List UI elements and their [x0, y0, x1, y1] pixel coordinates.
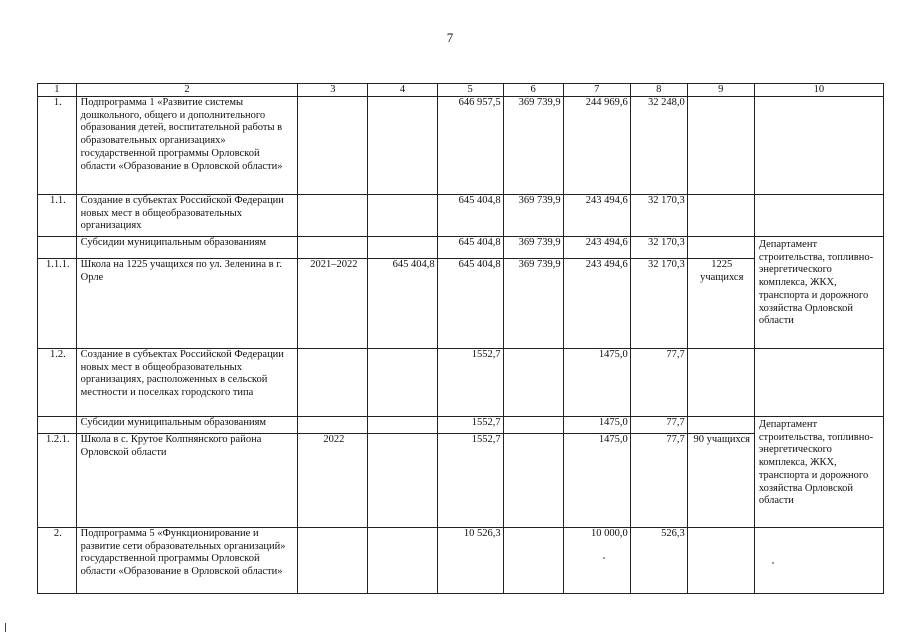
row-department: Департамент строительства, топливно-энергетического комплекса, ЖКХ, транспорта и дорожного хозяйства Орловской области	[754, 237, 883, 349]
row-cost	[368, 349, 437, 417]
row-number: 1.1.1.	[38, 259, 77, 349]
row-capacity	[687, 417, 754, 434]
row-number	[38, 417, 77, 434]
row-value-7: 243 494,6	[563, 195, 630, 237]
row-name: Субсидии муниципальным образованиям	[76, 237, 298, 259]
column-header: 9	[687, 84, 754, 97]
column-header: 8	[630, 84, 687, 97]
row-value-7: 10 000,0	[563, 528, 630, 594]
row-value-6: 369 739,9	[503, 237, 563, 259]
row-capacity	[687, 237, 754, 259]
row-capacity	[687, 528, 754, 594]
row-value-5: 1552,7	[437, 349, 503, 417]
row-number: 1.2.1.	[38, 434, 77, 528]
row-years	[298, 528, 368, 594]
row-name: Субсидии муниципальным образованиям	[76, 417, 298, 434]
row-name: Школа в с. Крутое Колпнянского района Орловской области	[76, 434, 298, 528]
row-capacity	[687, 195, 754, 237]
header-row	[38, 84, 884, 97]
row-name: Создание в субъектах Российской Федерации новых мест в общеобразовательных организациях	[76, 195, 298, 237]
row-cost	[368, 195, 437, 237]
row-number	[38, 237, 77, 259]
row-value-8: 77,7	[630, 434, 687, 528]
row-department: Департамент строительства, топливно-энергетического комплекса, ЖКХ, транспорта и дорожного хозяйства Орловской области	[754, 417, 883, 528]
row-value-6: 369 739,9	[503, 195, 563, 237]
row-department	[754, 195, 883, 237]
row-value-6	[503, 434, 563, 528]
column-header: 1	[38, 84, 77, 97]
row-name: Подпрограмма 5 «Функционирование и развитие сети образовательных организаций» государственной программы Орловской области «Образование в Орловской области»	[76, 528, 298, 594]
page-number: 7	[446, 30, 454, 45]
row-value-6	[503, 349, 563, 417]
row-department	[754, 528, 883, 594]
column-header: 3	[298, 84, 368, 97]
table-row	[38, 528, 884, 594]
row-years	[298, 349, 368, 417]
row-value-8: 77,7	[630, 417, 687, 434]
row-number: 1.1.	[38, 195, 77, 237]
row-value-8: 32 170,3	[630, 195, 687, 237]
column-header: 7	[563, 84, 630, 97]
row-number: 2.	[38, 528, 77, 594]
row-cost	[368, 528, 437, 594]
column-header: 4	[368, 84, 437, 97]
row-value-5: 645 404,8	[437, 259, 503, 349]
row-years: 2022	[298, 434, 368, 528]
row-value-7: 1475,0	[563, 417, 630, 434]
row-years: 2021–2022	[298, 259, 368, 349]
row-years	[298, 97, 368, 195]
table-row	[38, 417, 884, 434]
row-value-7: 243 494,6	[563, 259, 630, 349]
column-header: 5	[437, 84, 503, 97]
row-cost: 645 404,8	[368, 259, 437, 349]
column-header: 6	[503, 84, 563, 97]
table-row	[38, 97, 884, 195]
column-header: 2	[76, 84, 298, 97]
row-value-6: 369 739,9	[503, 97, 563, 195]
row-value-5: 646 957,5	[437, 97, 503, 195]
row-value-5: 1552,7	[437, 417, 503, 434]
row-cost	[368, 237, 437, 259]
scan-speck	[603, 557, 605, 559]
row-number: 1.2.	[38, 349, 77, 417]
row-years	[298, 417, 368, 434]
table-row	[38, 237, 884, 259]
scan-mark	[5, 623, 6, 632]
row-value-5: 645 404,8	[437, 195, 503, 237]
row-value-8: 32 170,3	[630, 237, 687, 259]
row-value-6	[503, 417, 563, 434]
row-cost	[368, 97, 437, 195]
row-value-8: 32 248,0	[630, 97, 687, 195]
row-cost	[368, 434, 437, 528]
row-capacity: 1225 учащихся	[687, 259, 754, 349]
scan-speck	[772, 562, 774, 564]
row-number: 1.	[38, 97, 77, 195]
row-value-6	[503, 528, 563, 594]
row-value-7: 1475,0	[563, 349, 630, 417]
row-value-7: 243 494,6	[563, 237, 630, 259]
row-value-7: 1475,0	[563, 434, 630, 528]
row-capacity	[687, 97, 754, 195]
row-capacity	[687, 349, 754, 417]
row-years	[298, 195, 368, 237]
row-value-8: 526,3	[630, 528, 687, 594]
row-department	[754, 97, 883, 195]
row-name: Создание в субъектах Российской Федерации новых мест в общеобразовательных организациях, расположенных в сельской местности и поселках городского типа	[76, 349, 298, 417]
row-value-5: 10 526,3	[437, 528, 503, 594]
row-department	[754, 349, 883, 417]
row-name: Школа на 1225 учащихся по ул. Зеленина в г. Орле	[76, 259, 298, 349]
row-value-5: 1552,7	[437, 434, 503, 528]
table-row	[38, 195, 884, 237]
row-name: Подпрограмма 1 «Развитие системы дошкольного, общего и дополнительного образования детей, воспитательной работы в образовательных организациях» государственной программы Орловской области «Образование в Орловской области»	[76, 97, 298, 195]
row-years	[298, 237, 368, 259]
row-cost	[368, 417, 437, 434]
program-table	[37, 83, 884, 594]
column-header: 10	[754, 84, 883, 97]
table-row	[38, 349, 884, 417]
row-value-7: 244 969,6	[563, 97, 630, 195]
row-value-8: 77,7	[630, 349, 687, 417]
row-value-8: 32 170,3	[630, 259, 687, 349]
row-capacity: 90 учащихся	[687, 434, 754, 528]
row-value-5: 645 404,8	[437, 237, 503, 259]
row-value-6: 369 739,9	[503, 259, 563, 349]
